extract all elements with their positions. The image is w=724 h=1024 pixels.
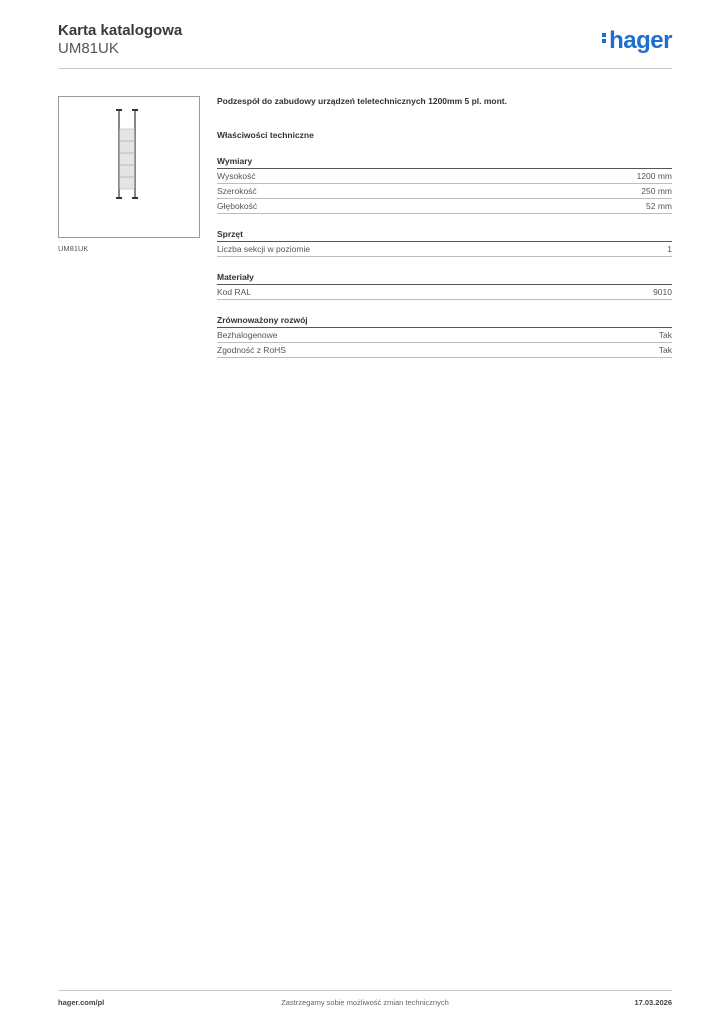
property-row: [217, 184, 672, 199]
property-value: 52 mm: [646, 201, 672, 211]
property-value: 1: [667, 244, 672, 254]
page-header: [58, 22, 672, 58]
property-row: [217, 199, 672, 214]
logo-text: hager: [609, 27, 672, 54]
property-label: Głębokość: [217, 201, 258, 211]
product-code: UM81UK: [58, 40, 119, 57]
group-title: Materiały: [217, 272, 672, 285]
property-row: [217, 169, 672, 184]
group-dimensions: [217, 156, 672, 214]
header-divider: [58, 68, 672, 69]
property-value: 1200 mm: [636, 171, 672, 181]
property-value: 250 mm: [641, 186, 672, 196]
group-title: Wymiary: [217, 156, 672, 169]
group-equipment: [217, 229, 672, 257]
property-row: [217, 242, 672, 257]
logo-dots-icon: [602, 31, 608, 45]
footer-date: 17.03.2026: [634, 998, 672, 1007]
mounting-frame-icon: [59, 97, 199, 237]
footer-disclaimer: Zastrzegamy sobie możliwość zmian technicznych: [281, 998, 449, 1007]
hager-logo: [602, 27, 672, 55]
footer-website-link[interactable]: hager.com/pl: [58, 998, 105, 1007]
group-title: Sprzęt: [217, 229, 672, 242]
group-title: Zrównoważony rozwój: [217, 315, 672, 328]
product-image: [58, 96, 200, 238]
property-row: [217, 328, 672, 343]
property-value: 9010: [653, 287, 672, 297]
property-label: Wysokość: [217, 171, 256, 181]
group-sustainability: [217, 315, 672, 358]
property-value: Tak: [658, 330, 672, 340]
image-caption: UM81UK: [58, 244, 89, 253]
property-value: Tak: [658, 345, 672, 355]
property-label: Zgodność z RoHS: [217, 345, 286, 355]
property-label: Szerokość: [217, 186, 257, 196]
property-label: Bezhalogenowe: [217, 330, 278, 340]
product-description: Podzespół do zabudowy urządzeń teletechnicznych 1200mm 5 pl. mont.: [217, 96, 508, 106]
property-row: [217, 285, 672, 300]
property-label: Liczba sekcji w poziomie: [217, 244, 311, 254]
group-materials: [217, 272, 672, 300]
document-title: Karta katalogowa: [58, 22, 183, 39]
property-row: [217, 343, 672, 358]
footer-divider: [58, 990, 672, 991]
property-label: Kod RAL: [217, 287, 252, 297]
section-heading: Właściwości techniczne: [217, 130, 314, 140]
product-details: [217, 96, 672, 358]
